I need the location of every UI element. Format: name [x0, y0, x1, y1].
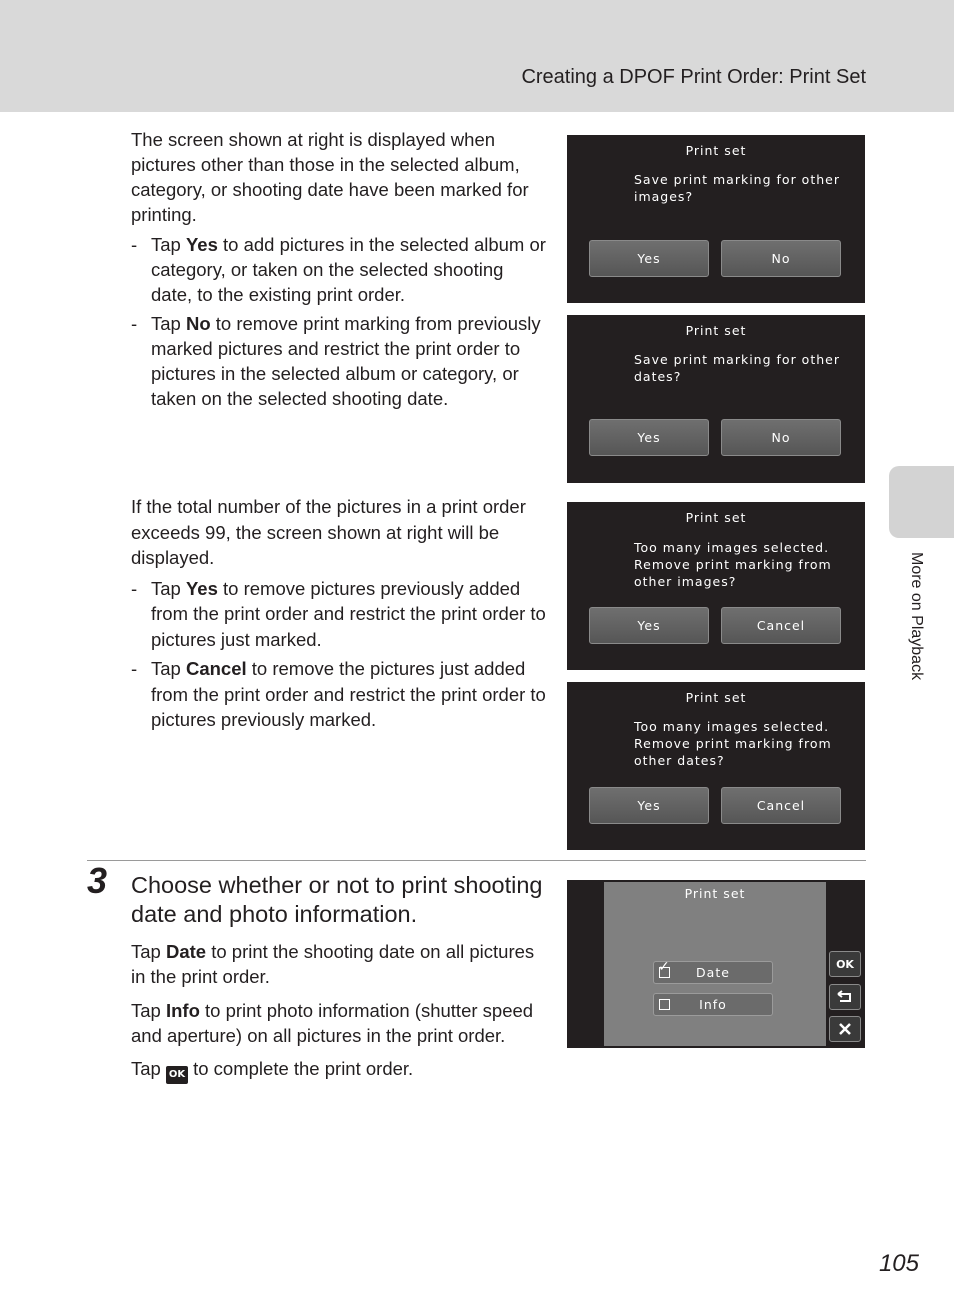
info-option-label: Info: [699, 997, 727, 1012]
section1-bullet-yes: - Tap Yes to add pictures in the selected album or category, or taken on the selected shooting date, to the existing print order.: [131, 234, 546, 305]
section2-text: [131, 494, 547, 733]
page-header-title: Creating a DPOF Print Order: Print Set: [521, 66, 866, 88]
checkmark-icon: ✓: [658, 959, 671, 975]
options-panel: [604, 882, 826, 1046]
yes-button[interactable]: Yes: [589, 240, 709, 277]
screen-message: Too many images selected. Remove print marking from other dates?: [634, 719, 832, 768]
no-button[interactable]: No: [721, 419, 841, 456]
ok-button[interactable]: OK: [829, 951, 861, 977]
screen-message: Too many images selected. Remove print marking from other images?: [634, 540, 832, 589]
step-number: 3: [87, 860, 108, 901]
section1-intro: The screen shown at right is displayed when pictures other than those in the selected album, category, or shooting date have been marked for printing.: [131, 129, 529, 225]
date-option-label: Date: [696, 965, 730, 980]
header-band: [0, 0, 954, 112]
camera-screen-other-images: [567, 135, 865, 303]
back-button[interactable]: [829, 984, 861, 1010]
date-option[interactable]: [653, 961, 773, 984]
screen-title: Print set: [685, 510, 747, 525]
back-arrow-icon: [836, 990, 854, 1004]
section2-intro: If the total number of the pictures in a print order exceeds 99, the screen shown at right will be displayed.: [131, 496, 526, 568]
section1-bullet-no: - Tap No to remove print marking from previously marked pictures and restrict the print order to pictures in the selected album or category, or taken on the selected shooting date.: [131, 313, 541, 409]
ok-icon: OK: [166, 1066, 188, 1084]
side-tab: [889, 466, 954, 538]
camera-screen-other-dates: [567, 315, 865, 483]
cancel-button[interactable]: Cancel: [721, 787, 841, 824]
yes-button[interactable]: Yes: [589, 607, 709, 644]
camera-screen-print-options: [567, 880, 865, 1048]
step3-ok-paragraph: Tap OK to complete the print order.: [131, 1056, 547, 1084]
step-heading: Choose whether or not to print shooting date and photo information.: [131, 872, 543, 927]
section-divider: [87, 860, 866, 861]
screen-message: Save print marking for other dates?: [634, 352, 840, 384]
close-button[interactable]: [829, 1016, 861, 1042]
cancel-button[interactable]: Cancel: [721, 607, 841, 644]
page-number: 105: [878, 1250, 919, 1277]
screen-title: Print set: [685, 323, 747, 338]
screen-title: Print set: [684, 886, 746, 901]
no-button[interactable]: No: [721, 240, 841, 277]
screen-title: Print set: [685, 143, 747, 158]
camera-screen-too-many-images: [567, 502, 865, 670]
side-tab-label: More on Playback: [908, 552, 925, 681]
yes-button[interactable]: Yes: [589, 787, 709, 824]
step3-text: [131, 939, 547, 1084]
step3-date-paragraph: Tap Date to print the shooting date on all pictures in the print order.: [131, 941, 535, 987]
camera-screen-too-many-dates: [567, 682, 865, 850]
section2-bullet-yes: - Tap Yes to remove pictures previously added from the print order and restrict the print order to pictures just marked.: [131, 577, 546, 650]
close-icon: [838, 1022, 852, 1036]
screen-message: Save print marking for other images?: [634, 172, 840, 204]
info-option[interactable]: [653, 993, 773, 1016]
step3-info-paragraph: Tap Info to print photo information (shutter speed and aperture) on all pictures in the print order.: [131, 1000, 534, 1046]
screen-title: Print set: [685, 690, 747, 705]
yes-button[interactable]: Yes: [589, 419, 709, 456]
section1-text: [131, 127, 547, 411]
section2-bullet-cancel: - Tap Cancel to remove the pictures just added from the print order and restrict the print order to pictures previously marked.: [131, 658, 546, 730]
